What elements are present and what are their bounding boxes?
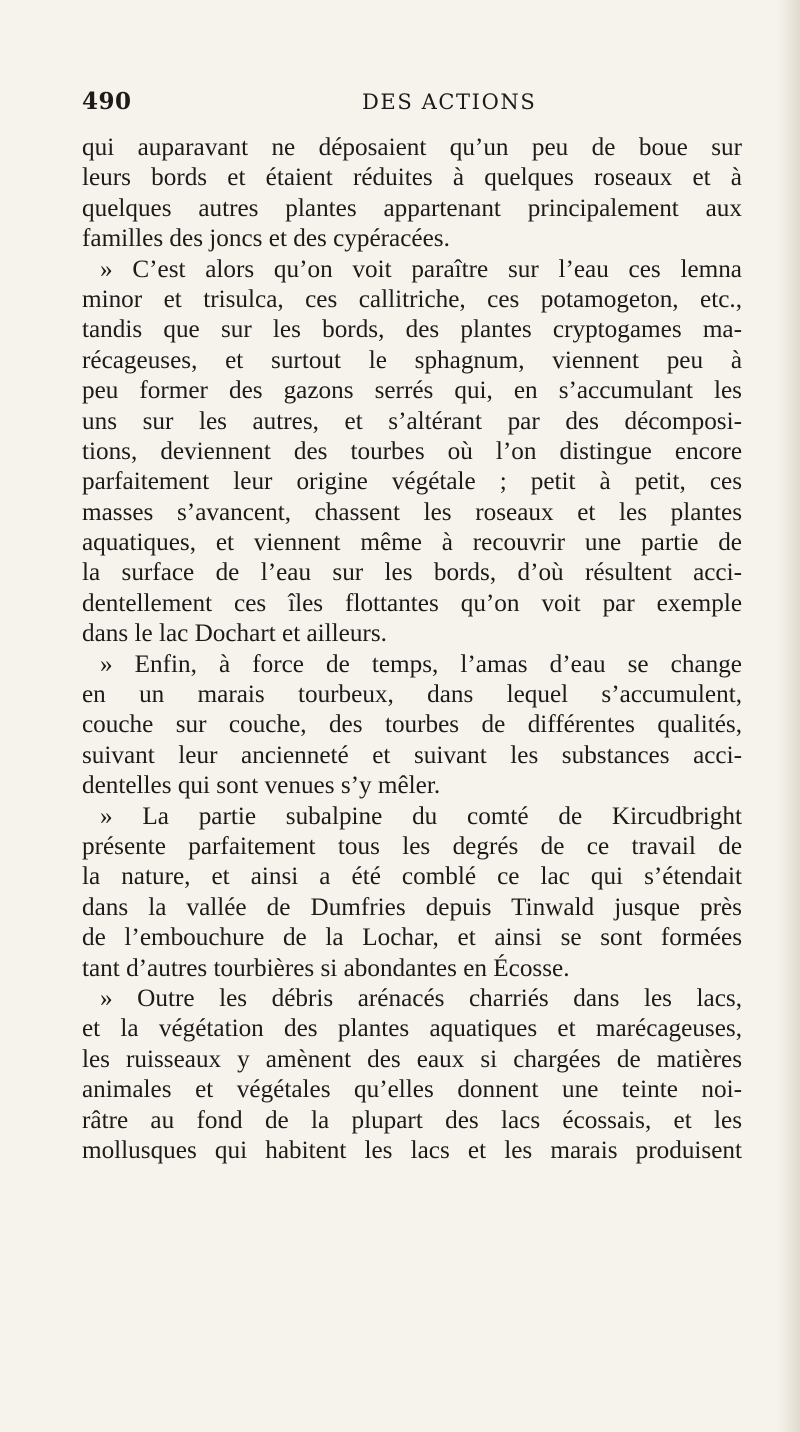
text-line: dans le lac Dochart et ailleurs. (82, 620, 387, 648)
text-line: parfaitement leur origine végétale ; petit à petit, ces (82, 468, 742, 496)
text-line: mollusques qui habitent les lacs et les marais produisent (82, 1136, 742, 1164)
text-line: » Outre les débris arénacés charriés dans les lacs, (100, 984, 742, 1012)
text-line: leurs bords et étaient réduites à quelques roseaux et à (82, 164, 742, 192)
text-line: » C’est alors qu’on voit paraître sur l’eau ces lemna (100, 255, 742, 283)
text-line: animales et végétales qu’elles donnent une teinte noi- (82, 1076, 742, 1104)
text-line: tandis que sur les bords, des plantes cryptogames ma- (82, 316, 742, 344)
text-line: tions, deviennent des tourbes où l’on distingue encore (82, 437, 742, 465)
text-line: » Enfin, à force de temps, l’amas d’eau se change (100, 650, 742, 678)
text-line: râtre au fond de la plupart des lacs écossais, et les (82, 1106, 742, 1134)
text-line: quelques autres plantes appartenant principalement aux (82, 194, 742, 222)
text-line: de l’embouchure de la Lochar, et ainsi se sont formées (82, 924, 742, 952)
text-line: présente parfaitement tous les degrés de ce travail de (82, 832, 742, 860)
text-line: uns sur les autres, et s’altérant par des décomposi- (82, 407, 742, 435)
text-line: et la végétation des plantes aquatiques et marécageuses, (82, 1015, 742, 1043)
text-line: peu former des gazons serrés qui, en s’accumulant les (82, 377, 742, 405)
page-number: 490 (82, 88, 132, 115)
text-line: familles des joncs et des cypéracées. (82, 225, 450, 253)
text-line: couche sur couche, des tourbes de différentes qualités, (82, 711, 742, 739)
text-line: en un marais tourbeux, dans lequel s’accumulent, (82, 681, 742, 709)
text-line: qui auparavant ne déposaient qu’un peu de boue sur (82, 134, 742, 161)
body-text (82, 133, 742, 1166)
text-line: la surface de l’eau sur les bords, d’où résultent acci- (82, 559, 742, 587)
text-line: dentellement ces îles flottantes qu’on voit par exemple (82, 589, 742, 617)
page-edge-shadow (778, 0, 800, 1432)
page-header (82, 88, 742, 122)
text-line: la nature, et ainsi a été comblé ce lac qui s’étendait (82, 863, 742, 891)
text-line: » La partie subalpine du comté de Kircudbright (100, 802, 742, 830)
text-line: minor et trisulca, ces callitriche, ces potamogeton, etc., (82, 285, 742, 313)
running-head: DES ACTIONS (362, 90, 537, 114)
text-line: suivant leur ancienneté et suivant les substances acci- (82, 741, 742, 769)
text-line: masses s’avancent, chassent les roseaux et les plantes (82, 498, 742, 526)
text-line: récageuses, et surtout le sphagnum, viennent peu à (82, 346, 742, 374)
text-line: dans la vallée de Dumfries depuis Tinwald jusque près (82, 893, 742, 921)
text-line: aquatiques, et viennent même à recouvrir une partie de (82, 529, 742, 557)
text-line: dentelles qui sont venues s’y mêler. (82, 772, 441, 800)
text-line: les ruisseaux y amènent des eaux si chargées de matières (82, 1045, 742, 1073)
text-line: tant d’autres tourbières si abondantes en Écosse. (82, 954, 570, 982)
